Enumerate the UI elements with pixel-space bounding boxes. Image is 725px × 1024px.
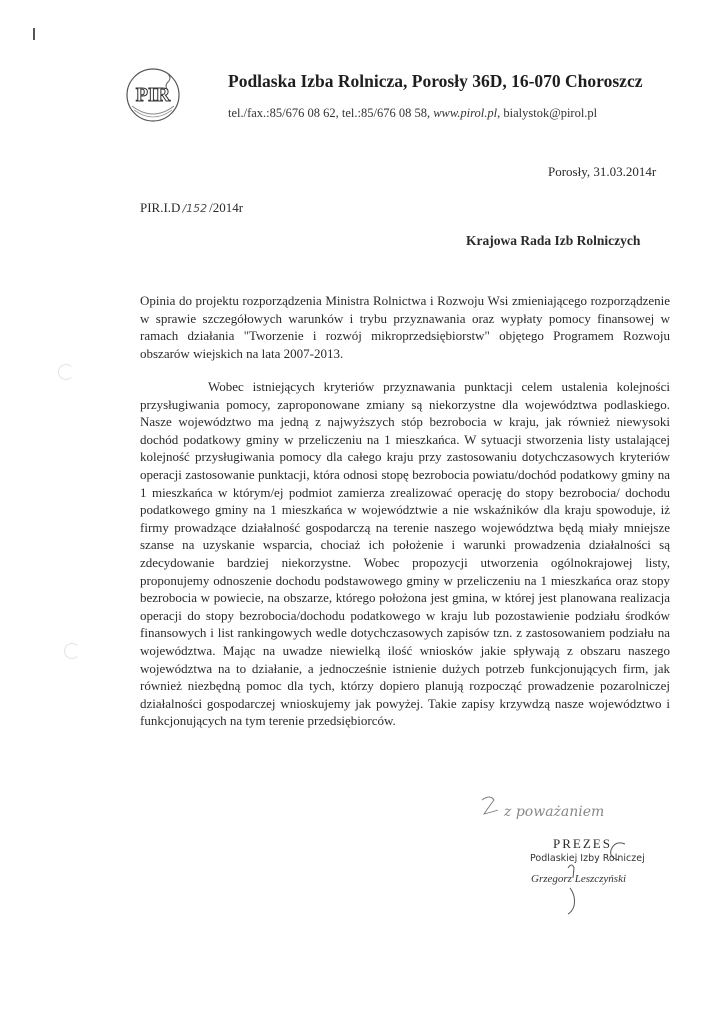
body-paragraph [140, 378, 670, 730]
punch-hole-mark [58, 364, 74, 380]
scan-edge-mark [33, 28, 35, 40]
signatory-organization: Podlaskiej Izby Rolniczej [530, 853, 645, 864]
logo-text: PIR [135, 84, 171, 106]
reference-suffix: /2014r [209, 200, 244, 215]
punch-hole-mark [64, 643, 80, 659]
reference-prefix: PIR.I.D [140, 200, 181, 215]
recipient: Krajowa Rada Izb Rolniczych [466, 233, 641, 248]
handwritten-closing [478, 786, 628, 830]
handwritten-reference-number: /152 [182, 202, 208, 215]
body-paragraph-text: Wobec istniejących kryteriów przyznawania punktacji celem ustalenia kolejności przysługiwania pomocy, zaproponowane zmiany są niekorzystne dla województwa podlaskiego. Nasze województwo ma jedną z najwyższych stóp bezrobocia w kraju, jak również niewysoki dochód podatkowy gminy w przeliczeniu na 1 mieszkańca. W sytuacji stworzenia listy ustalającej kolejność przysługiwania pomocy dla całego kraju przy zastosowaniu dotychczasowych kryteriów operacji zastosowanie punktacji, która odnosi stopę bezrobocia powiatu/dochód podatkowy gminy na 1 mieszkańca w którym/ej podmiot zamierza zrealizować operację do stopy bezrobocia/ dochodu podatkowego gminy na 1 mieszkańca w województwie a nie wskaźników dla kraju spowoduje, iż firmy prowadzące działalność gospodarczą na terenie naszego województwa będą miały mniejsze szanse na uzyskanie wsparcia, chociaż ich położenie i warunki prowadzenia działalności są zdecydowanie bardziej niekorzystne. Wobec propozycji utworzenia ogólnokrajowej listy, proponujemy odnoszenie dochodu podstawowego gminy w przeliczeniu na 1 mieszkańca oraz stopy bezrobocia w powiecie, na obszarze, którego położona jest gmina, w której jest planowana realizacja operacji do stopy bezrobocia/dochodu podatkowego w kraju lub pozostawienie podziału środków finansowych i list rankingowych wedle dotychczasowych zapisów tzn. z zastosowaniem podziału na województwa. Mając na uwadze niewielką ilość wniosków jakie spływają z obszaru naszego województwa na to działanie, a jednocześnie istnienie dużych potrzeb funkcjonujących firm, jak również niezbędną pomoc dla tych, którzy dopiero planują rozpocząć prowadzenie pozarolniczej działalności gospodarczej wnioskujemy jak powyżej. Takie zapisy krzywdzą nasze województwo i funkcjonujących na tym terenie przedsiębiorców. [140, 379, 670, 729]
website-link[interactable]: www.pirol.pl [433, 106, 498, 120]
contact-phones: tel./fax.:85/676 08 62, tel.:85/676 08 58, [228, 106, 434, 120]
signatory-name: Grzegorz Leszczyński [531, 873, 627, 885]
organization-name: Podlaska Izba Rolnicza, Porosły 36D, 16-070 Choroszcz [228, 71, 643, 91]
subject-paragraph: Opinia do projektu rozporządzenia Ministra Rolnictwa i Rozwoju Wsi zmieniającego rozporządzenie w sprawie szczegółowych warunków i trybu przyznawania oraz wypłaty pomocy finansowej w ramach działania "Tworzenie i rozwój mikroprzedsiębiorstw" objętego Programem Rozwoju obszarów wiejskich na lata 2007-2013. [140, 293, 670, 361]
handwritten-closing-text: z poważaniem [504, 804, 605, 820]
signatory-title: PREZES [553, 836, 612, 851]
organization-contact [228, 106, 597, 121]
reference-number [140, 200, 243, 216]
place-and-date: Porosły, 31.03.2014r [548, 164, 657, 179]
contact-email: , bialystok@pirol.pl [497, 106, 598, 120]
pir-logo-icon [124, 66, 182, 124]
